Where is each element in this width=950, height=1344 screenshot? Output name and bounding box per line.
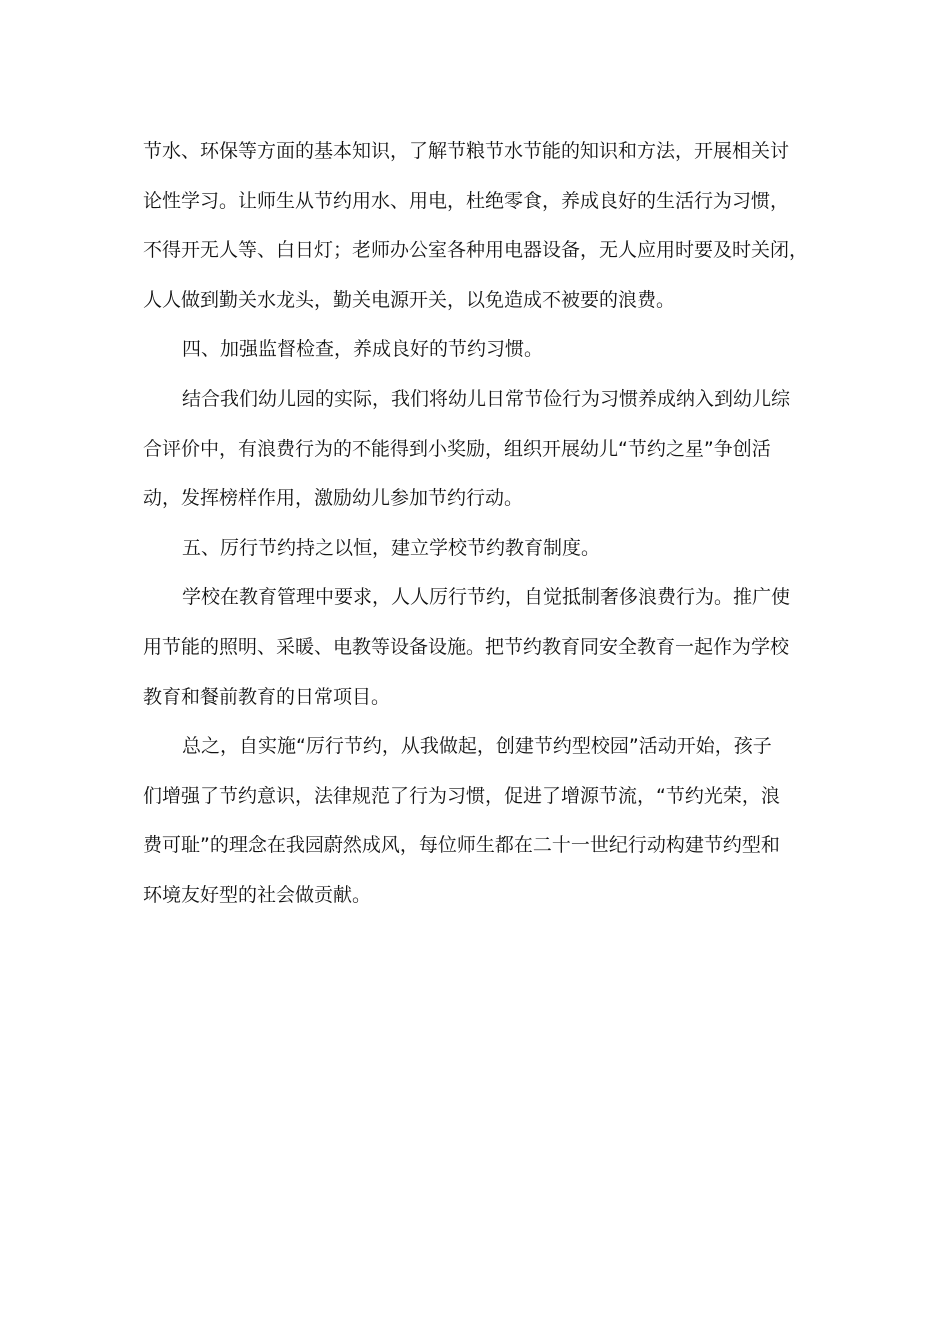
text-line: 论性学习。让师生从节约用水、用电，杜绝零食，养成良好的生活行为习惯， <box>143 189 790 212</box>
section-heading: 五、厉行节约持之以恒，建立学校节约教育制度。 <box>182 536 601 559</box>
text-line: 总之，自实施“厉行节约，从我做起，创建节约型校园”活动开始，孩子 <box>182 735 772 758</box>
text-line: 动，发挥榜样作用，激励幼儿参加节约行动。 <box>143 487 524 510</box>
text-line: 费可耻”的理念在我园蔚然成风，每位师生都在二十一世纪行动构建节约型和 <box>143 834 780 857</box>
text-line: 合评价中，有浪费行为的不能得到小奖励，组织开展幼儿“节约之星”争创活 <box>143 437 771 460</box>
body-text <box>143 131 818 925</box>
text-line: 结合我们幼儿园的实际，我们将幼儿日常节俭行为习惯养成纳入到幼儿综 <box>182 387 791 410</box>
text-line: 不得开无人等、白日灯；老师办公室各种用电器设备，无人应用时要及时关闭， <box>143 239 809 262</box>
text-line: 用节能的照明、采暖、电教等设备设施。把节约教育同安全教育一起作为学校 <box>143 635 790 658</box>
text-line: 学校在教育管理中要求，人人厉行节约，自觉抵制奢侈浪费行为。推广使 <box>182 586 791 609</box>
section-heading: 四、加强监督检查，养成良好的节约习惯。 <box>182 338 544 361</box>
text-line: 人人做到勤关水龙头，勤关电源开关，以免造成不被要的浪费。 <box>143 288 676 311</box>
text-line: 环境友好型的社会做贡献。 <box>143 883 372 906</box>
text-line: 们增强了节约意识，法律规范了行为习惯，促进了增源节流，“节约光荣，浪 <box>143 784 780 807</box>
text-line: 节水、环保等方面的基本知识，了解节粮节水节能的知识和方法，开展相关讨 <box>143 140 790 162</box>
text-line: 教育和餐前教育的日常项目。 <box>143 685 391 708</box>
